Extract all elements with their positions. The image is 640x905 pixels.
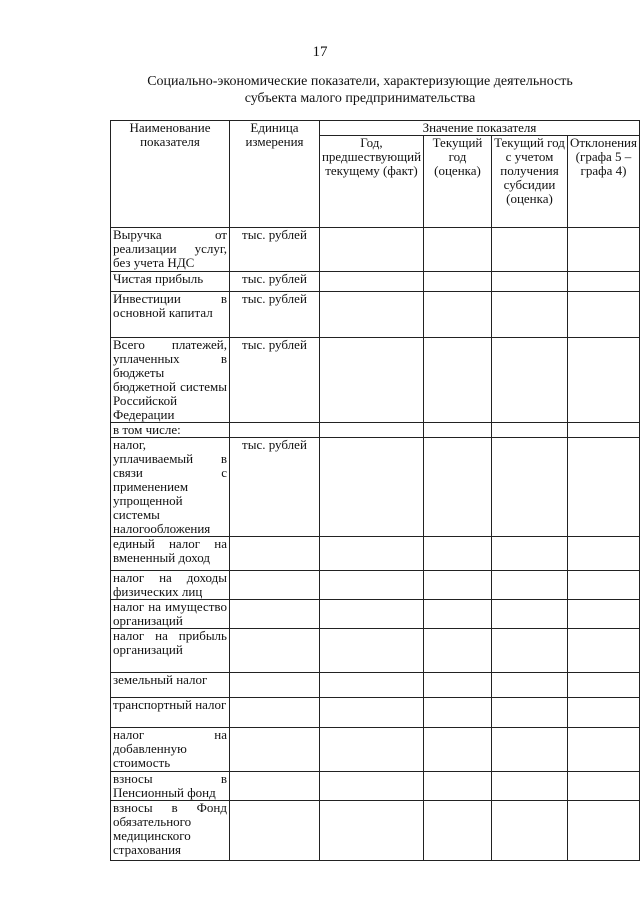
table-row bbox=[111, 673, 640, 698]
value-cell[interactable] bbox=[424, 698, 492, 728]
indicators-table bbox=[110, 120, 640, 861]
value-cell[interactable] bbox=[492, 228, 568, 272]
value-cell[interactable] bbox=[492, 292, 568, 338]
row-name: налог на прибыль организаций bbox=[111, 629, 230, 673]
value-cell[interactable] bbox=[567, 698, 639, 728]
table-row bbox=[111, 801, 640, 861]
row-unit bbox=[229, 728, 319, 772]
header-current-year: Текущий год (оценка) bbox=[424, 136, 492, 228]
table-header bbox=[111, 121, 640, 228]
title-line-2: субъекта малого предпринимательства bbox=[244, 91, 476, 106]
value-cell[interactable] bbox=[319, 600, 423, 629]
row-unit: тыс. рублей bbox=[229, 228, 319, 272]
value-cell[interactable] bbox=[567, 537, 639, 571]
header-current-year-subsidy: Текущий год с учетом получения субсидии (оценка) bbox=[492, 136, 568, 228]
value-cell[interactable] bbox=[319, 728, 423, 772]
value-cell[interactable] bbox=[567, 338, 639, 423]
row-unit bbox=[229, 801, 319, 861]
row-name: в том числе: bbox=[111, 423, 230, 438]
table-row bbox=[111, 571, 640, 600]
value-cell[interactable] bbox=[424, 772, 492, 801]
value-cell[interactable] bbox=[424, 600, 492, 629]
value-cell[interactable] bbox=[492, 801, 568, 861]
row-name: Выручка от реализации услуг, без учета НДС bbox=[111, 228, 230, 272]
row-name: земельный налог bbox=[111, 673, 230, 698]
table-row bbox=[111, 728, 640, 772]
value-cell[interactable] bbox=[424, 673, 492, 698]
value-cell[interactable] bbox=[319, 423, 423, 438]
row-unit bbox=[229, 673, 319, 698]
value-cell[interactable] bbox=[567, 772, 639, 801]
document-title bbox=[60, 73, 640, 107]
table-row bbox=[111, 272, 640, 292]
row-name: Чистая прибыль bbox=[111, 272, 230, 292]
value-cell[interactable] bbox=[492, 438, 568, 537]
value-cell[interactable] bbox=[319, 772, 423, 801]
row-name: транспортный налог bbox=[111, 698, 230, 728]
value-cell[interactable] bbox=[319, 438, 423, 537]
row-unit: тыс. рублей bbox=[229, 338, 319, 423]
row-unit: тыс. рублей bbox=[229, 292, 319, 338]
value-cell[interactable] bbox=[424, 228, 492, 272]
table-body bbox=[111, 228, 640, 861]
table-row bbox=[111, 600, 640, 629]
value-cell[interactable] bbox=[567, 801, 639, 861]
row-unit bbox=[229, 571, 319, 600]
row-unit: тыс. рублей bbox=[229, 272, 319, 292]
header-deviation: Отклонения (графа 5 – графа 4) bbox=[567, 136, 639, 228]
table-row bbox=[111, 772, 640, 801]
row-name: налог на доходы физических лиц bbox=[111, 571, 230, 600]
value-cell[interactable] bbox=[424, 537, 492, 571]
value-cell[interactable] bbox=[424, 728, 492, 772]
row-unit bbox=[229, 772, 319, 801]
value-cell[interactable] bbox=[492, 600, 568, 629]
header-value-group: Значение показателя bbox=[319, 121, 639, 136]
title-line-1: Социально-экономические показатели, характеризующие деятельность bbox=[147, 74, 573, 89]
value-cell[interactable] bbox=[492, 537, 568, 571]
row-unit bbox=[229, 629, 319, 673]
value-cell[interactable] bbox=[319, 228, 423, 272]
value-cell[interactable] bbox=[567, 292, 639, 338]
value-cell[interactable] bbox=[424, 571, 492, 600]
table-row bbox=[111, 338, 640, 423]
value-cell[interactable] bbox=[492, 272, 568, 292]
header-unit: Единица измерения bbox=[229, 121, 319, 228]
table-row bbox=[111, 629, 640, 673]
value-cell[interactable] bbox=[319, 272, 423, 292]
value-cell[interactable] bbox=[492, 571, 568, 600]
table-row bbox=[111, 537, 640, 571]
value-cell[interactable] bbox=[319, 698, 423, 728]
value-cell[interactable] bbox=[492, 772, 568, 801]
value-cell[interactable] bbox=[424, 438, 492, 537]
row-unit bbox=[229, 423, 319, 438]
value-cell[interactable] bbox=[567, 673, 639, 698]
value-cell[interactable] bbox=[319, 801, 423, 861]
value-cell[interactable] bbox=[319, 292, 423, 338]
value-cell[interactable] bbox=[567, 571, 639, 600]
value-cell[interactable] bbox=[319, 673, 423, 698]
row-unit bbox=[229, 600, 319, 629]
value-cell[interactable] bbox=[567, 600, 639, 629]
row-name: взносы в Фонд обязательного медицинского страхования bbox=[111, 801, 230, 861]
value-cell[interactable] bbox=[424, 338, 492, 423]
value-cell[interactable] bbox=[567, 629, 639, 673]
header-prev-year: Год, предшествующий текущему (факт) bbox=[319, 136, 423, 228]
value-cell[interactable] bbox=[567, 272, 639, 292]
value-cell[interactable] bbox=[492, 673, 568, 698]
indicators-table-wrap bbox=[110, 120, 640, 861]
value-cell[interactable] bbox=[567, 728, 639, 772]
row-unit: тыс. рублей bbox=[229, 438, 319, 537]
value-cell[interactable] bbox=[492, 698, 568, 728]
row-name: взносы в Пенсионный фонд bbox=[111, 772, 230, 801]
value-cell[interactable] bbox=[424, 629, 492, 673]
value-cell[interactable] bbox=[492, 728, 568, 772]
value-cell[interactable] bbox=[492, 629, 568, 673]
value-cell[interactable] bbox=[567, 228, 639, 272]
row-name: единый налог на вмененный доход bbox=[111, 537, 230, 571]
value-cell[interactable] bbox=[492, 423, 568, 438]
value-cell[interactable] bbox=[492, 338, 568, 423]
row-name: Инвестиции в основной капитал bbox=[111, 292, 230, 338]
value-cell[interactable] bbox=[319, 537, 423, 571]
header-name: Наименование показателя bbox=[111, 121, 230, 228]
table-row bbox=[111, 228, 640, 272]
row-unit bbox=[229, 537, 319, 571]
row-name: Всего платежей, уплаченных в бюджеты бюджетной системы Российской Федерации bbox=[111, 338, 230, 423]
value-cell[interactable] bbox=[319, 338, 423, 423]
row-unit bbox=[229, 698, 319, 728]
row-name: налог, уплачиваемый в связи с применением упрощенной системы налогообложения bbox=[111, 438, 230, 537]
table-row bbox=[111, 698, 640, 728]
table-row bbox=[111, 423, 640, 438]
value-cell[interactable] bbox=[424, 292, 492, 338]
value-cell[interactable] bbox=[424, 423, 492, 438]
value-cell[interactable] bbox=[567, 438, 639, 537]
table-row bbox=[111, 438, 640, 537]
value-cell[interactable] bbox=[567, 423, 639, 438]
table-row bbox=[111, 292, 640, 338]
row-name: налог на добавленную стоимость bbox=[111, 728, 230, 772]
row-name: налог на имущество организаций bbox=[111, 600, 230, 629]
value-cell[interactable] bbox=[319, 571, 423, 600]
value-cell[interactable] bbox=[424, 272, 492, 292]
page-number: 17 bbox=[312, 44, 328, 60]
value-cell[interactable] bbox=[424, 801, 492, 861]
value-cell[interactable] bbox=[319, 629, 423, 673]
